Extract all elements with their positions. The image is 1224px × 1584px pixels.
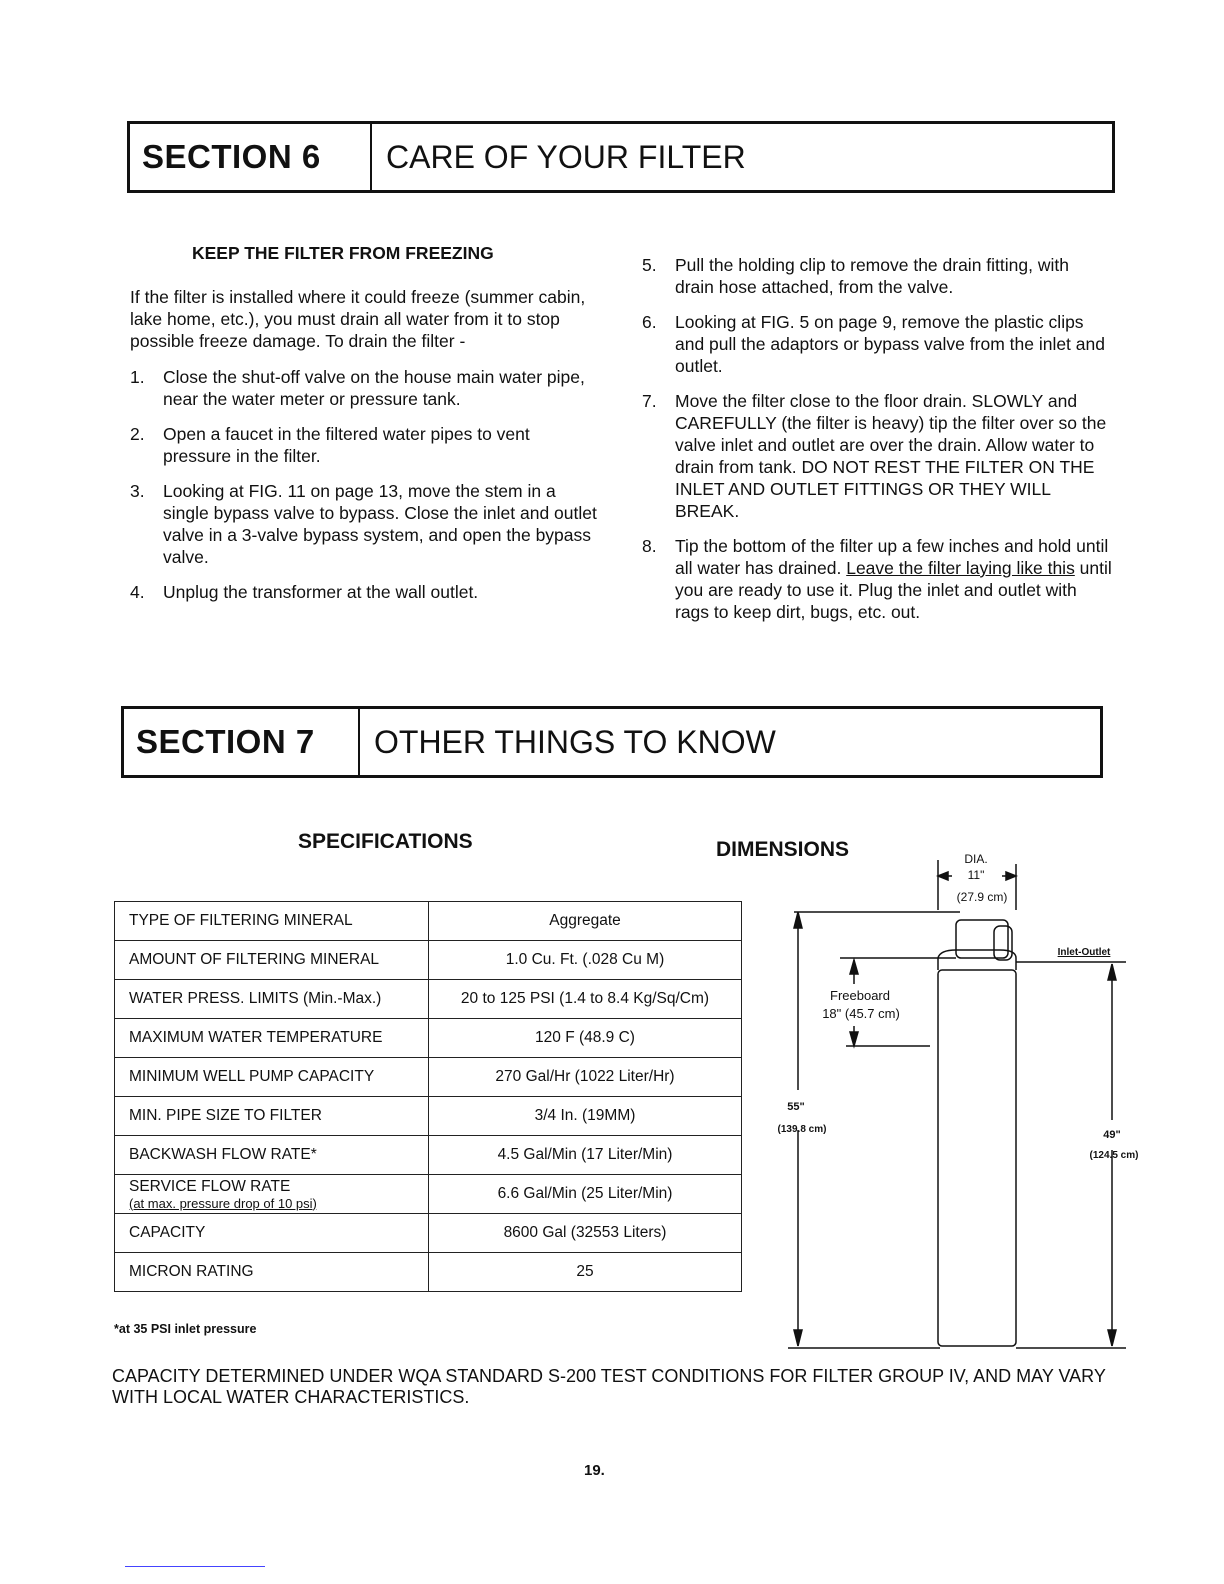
step-item — [642, 311, 1112, 377]
spec-label — [115, 1214, 429, 1253]
section-6-number: SECTION 6 — [130, 124, 372, 190]
spec-label-text: BACKWASH FLOW RATE* — [129, 1146, 317, 1163]
spec-label-text: WATER PRESS. LIMITS (Min.-Max.) — [129, 990, 382, 1007]
spec-row — [115, 902, 742, 941]
step-item — [130, 581, 602, 603]
step-text: Looking at FIG. 11 on page 13, move the stem in a single bypass valve to bypass. Close the inlet and outlet valve in a 3-valve bypass system, and open the bypass valve. — [163, 481, 597, 567]
spec-value: 270 Gal/Hr (1022 Liter/Hr) — [429, 1058, 742, 1097]
spec-value: 4.5 Gal/Min (17 Liter/Min) — [429, 1136, 742, 1175]
freeboard-label: Freeboard — [830, 988, 890, 1003]
spec-label — [115, 1097, 429, 1136]
specifications-heading: SPECIFICATIONS — [298, 830, 473, 853]
freezing-heading: KEEP THE FILTER FROM FREEZING — [192, 243, 494, 263]
height-total-metric: (139.8 cm) — [777, 1124, 827, 1135]
dia-metric: (27.9 cm) — [956, 890, 1008, 904]
height-inlet-metric: (124.5 cm) — [1089, 1150, 1139, 1161]
spec-label — [115, 1019, 429, 1058]
step-number: 8. — [642, 536, 657, 556]
tank-body — [938, 970, 1016, 1346]
section-7-header — [121, 706, 1103, 778]
spec-row — [115, 980, 742, 1019]
spec-label — [115, 1175, 429, 1214]
step-text: Pull the holding clip to remove the drain fitting, with drain hose attached, from the valve. — [675, 255, 1069, 297]
section-7-number: SECTION 7 — [124, 709, 360, 775]
spec-value: 6.6 Gal/Min (25 Liter/Min) — [429, 1175, 742, 1214]
spec-label — [115, 1136, 429, 1175]
footer-rule — [125, 1566, 265, 1567]
step-number: 4. — [130, 582, 145, 602]
spec-row — [115, 1253, 742, 1292]
height-total-label: 55" — [787, 1101, 805, 1113]
dia-label: DIA. — [964, 852, 988, 866]
spec-label-sub: (at max. pressure drop of 10 psi) — [129, 1195, 317, 1211]
dia-value: 11" — [967, 868, 985, 882]
step-number: 6. — [642, 312, 657, 332]
spec-label-text: CAPACITY — [129, 1224, 206, 1241]
spec-row — [115, 1214, 742, 1253]
wqa-note: CAPACITY DETERMINED UNDER WQA STANDARD S-200 TEST CONDITIONS FOR FILTER GROUP IV, AND MAY VARY WITH LOCAL WATER CHARACTERISTICS. — [112, 1366, 1106, 1407]
spec-row — [115, 1058, 742, 1097]
spec-value: Aggregate — [429, 902, 742, 941]
spec-label-text: MICRON RATING — [129, 1263, 254, 1280]
step-item — [642, 390, 1112, 522]
spec-value: 25 — [429, 1253, 742, 1292]
steps-left-list — [130, 366, 602, 603]
steps-right-list — [642, 254, 1112, 522]
spec-row — [115, 1136, 742, 1175]
spec-label — [115, 1253, 429, 1292]
step-text: Open a faucet in the filtered water pipes to vent pressure in the filter. — [163, 424, 530, 466]
step-text: Close the shut-off valve on the house main water pipe, near the water meter or pressure tank. — [163, 367, 585, 409]
spec-label-text: TYPE OF FILTERING MINERAL — [129, 912, 353, 929]
spec-value: 8600 Gal (32553 Liters) — [429, 1214, 742, 1253]
spec-row — [115, 1019, 742, 1058]
step-number: 2. — [130, 424, 145, 444]
spec-row — [115, 1175, 742, 1214]
freeboard-value: 18" (45.7 cm) — [822, 1006, 900, 1021]
step-number: 7. — [642, 391, 657, 411]
specifications-table — [114, 901, 742, 1292]
freezing-left-column — [130, 242, 602, 616]
spec-label — [115, 1058, 429, 1097]
spec-value: 120 F (48.9 C) — [429, 1019, 742, 1058]
spec-value: 1.0 Cu. Ft. (.028 Cu M) — [429, 941, 742, 980]
freezing-right-column — [642, 254, 1112, 636]
step-8-text-pre: Tip the bottom of the filter up a few inches and hold until all water has drained. — [675, 536, 1109, 578]
spec-value: 3/4 In. (19MM) — [429, 1097, 742, 1136]
step-number: 1. — [130, 367, 145, 387]
step-8-text-post: until you are ready to use it. Plug the inlet and outlet with rags to keep dirt, bugs, etc. out. — [675, 558, 1112, 622]
dimensions-diagram — [770, 850, 1140, 1360]
step-text: Unplug the transformer at the wall outlet. — [163, 582, 479, 602]
step-8-text-underlined: Leave the filter laying like this — [846, 558, 1075, 578]
freezing-intro: If the filter is installed where it could freeze (summer cabin, lake home, etc.), you must drain all water from it to stop possible freeze damage. To drain the filter - — [130, 287, 586, 351]
inlet-outlet-label: Inlet-Outlet — [1057, 947, 1111, 958]
spec-footnote: *at 35 PSI inlet pressure — [114, 1322, 257, 1336]
page-number: 19. — [584, 1462, 605, 1479]
spec-value: 20 to 125 PSI (1.4 to 8.4 Kg/Sq/Cm) — [429, 980, 742, 1019]
spec-label — [115, 941, 429, 980]
section-7-title: OTHER THINGS TO KNOW — [374, 723, 776, 760]
spec-label — [115, 902, 429, 941]
spec-label-text: MAXIMUM WATER TEMPERATURE — [129, 1029, 383, 1046]
spec-label — [115, 980, 429, 1019]
spec-label-text: SERVICE FLOW RATE — [129, 1177, 291, 1195]
step-number: 5. — [642, 255, 657, 275]
spec-row — [115, 1097, 742, 1136]
height-inlet-label: 49" — [1103, 1129, 1121, 1141]
step-number: 3. — [130, 481, 145, 501]
step-8 — [642, 535, 1112, 623]
spec-row — [115, 941, 742, 980]
step-item — [130, 366, 602, 410]
valve-outlet — [994, 926, 1012, 960]
step-item — [130, 480, 602, 568]
spec-label-text: AMOUNT OF FILTERING MINERAL — [129, 951, 380, 968]
section-6-title: CARE OF YOUR FILTER — [386, 138, 746, 175]
step-item — [130, 423, 602, 467]
step-item — [642, 254, 1112, 298]
step-text: Move the filter close to the floor drain. SLOWLY and CAREFULLY (the filter is heavy) tip the filter over so the valve inlet and outlet are over the drain. Allow water to drain from tank. DO NOT REST THE FILTER ON THE INLET AND OUTLET FITTINGS OR THEY WILL BREAK. — [675, 391, 1107, 521]
spec-label-text: MIN. PIPE SIZE TO FILTER — [129, 1107, 322, 1124]
spec-label-text: MINIMUM WELL PUMP CAPACITY — [129, 1068, 375, 1085]
dimensions-heading: DIMENSIONS — [716, 838, 850, 861]
step-text: Looking at FIG. 5 on page 9, remove the plastic clips and pull the adaptors or bypass valve from the inlet and outlet. — [675, 312, 1105, 376]
section-6-header — [127, 121, 1115, 193]
